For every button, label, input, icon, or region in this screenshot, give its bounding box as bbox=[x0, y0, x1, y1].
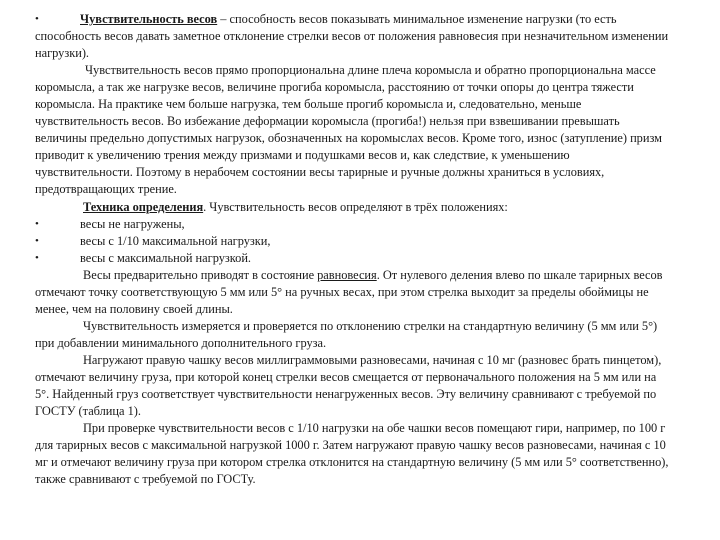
list-item-text: весы с максимальной нагрузкой. bbox=[80, 250, 252, 265]
list-item-text: весы с 1/10 максимальной нагрузки, bbox=[80, 233, 271, 248]
paragraph-proportionality: Чувствительность весов прямо пропорциональна длине плеча коромысла и обратно пропорциональна массе коромысла, а так же нагрузке весов, величине прогиба коромысла, расстоянию от точки опоры до центра тяжести коромысла. На практике чем больше нагрузка, тем больше прогиб коромысла и, следовательно, меньше чувствительность весов. Во избежание деформации коромысла (прогиба!) нельзя при взвешивании превышать величины предельно допустимых нагрузок, обозначенных на коромыслах весов. Кроме того, износ (затупление) призм приводит к увеличению трения между призмами и подушками весов и, как следствие, к уменьшению чувствительности. Поэтому в нерабочем состоянии весы тарирные и ручные должны храниться в условиях, предотвращающих трение. bbox=[35, 63, 662, 197]
technique-term: Техника определения bbox=[83, 199, 204, 214]
bullet-icon: • bbox=[35, 234, 39, 247]
equilibrium-text-before: Весы предварительно приводят в состояние bbox=[83, 267, 318, 282]
definition-text: – способность весов показывать минимальное изменение нагрузки (то есть способность весов давать заметное отклонение стрелки весов от положения равновесия при незначительном изменении нагрузки). bbox=[35, 12, 669, 61]
paragraph-equilibrium bbox=[35, 267, 670, 318]
bullet-icon: • bbox=[35, 217, 39, 230]
equilibrium-link-text: равновесия bbox=[317, 267, 377, 282]
technique-text: . Чувствительность весов определяют в трёх положениях: bbox=[203, 199, 508, 214]
paragraph-tenth-load: При проверке чувствительности весов с 1/10 нагрузки на обе чашки весов помещают гири, например, по 100 г для тарирных весов с максимальной нагрузкой 1000 г. Затем нагружают правую чашку весов разновесами, начиная с 10 мг и отмечают величину груза при котором стрелка отклонится на стандартную величину (5 мм или 5° соответственно), также сравнивают с требуемой по ГОСТу. bbox=[35, 421, 669, 487]
technique-heading-paragraph bbox=[35, 199, 670, 216]
list-item-text: весы не нагружены, bbox=[80, 216, 185, 231]
bullet-icon: • bbox=[35, 13, 39, 25]
paragraph-measurement: Чувствительность измеряется и проверяется по отклонению стрелки на стандартную величину (5 мм или 5°) при добавлении минимального дополнительного груза. bbox=[35, 318, 658, 350]
definition-term: Чувствительность весов bbox=[80, 12, 218, 26]
list-item bbox=[35, 216, 670, 233]
list-item bbox=[35, 250, 670, 267]
bullet-icon: • bbox=[35, 251, 39, 264]
definition-paragraph bbox=[35, 11, 670, 62]
paragraph-unloaded: Нагружают правую чашку весов миллиграммовыми разновесами, начиная с 10 мг (разновес брать пинцетом), отмечают величину груза, при которой конец стрелки весов смещается от первоначального положения на 5 мм или на 5°. Найденный груз соответствует чувствительности ненагруженных весов. Эту величину сравнивают с требуемой по ГОСТУ (таблица 1). bbox=[35, 352, 662, 419]
list-item bbox=[35, 233, 670, 250]
equilibrium-text-after: . От нулевого деления влево по шкале тарирных весов отмечают точку соответствующую 5 мм или 5° на ручных весах, при этом стрелка выходит за пределы обоймицы не менее, чем на половину своей длины. bbox=[35, 267, 663, 316]
